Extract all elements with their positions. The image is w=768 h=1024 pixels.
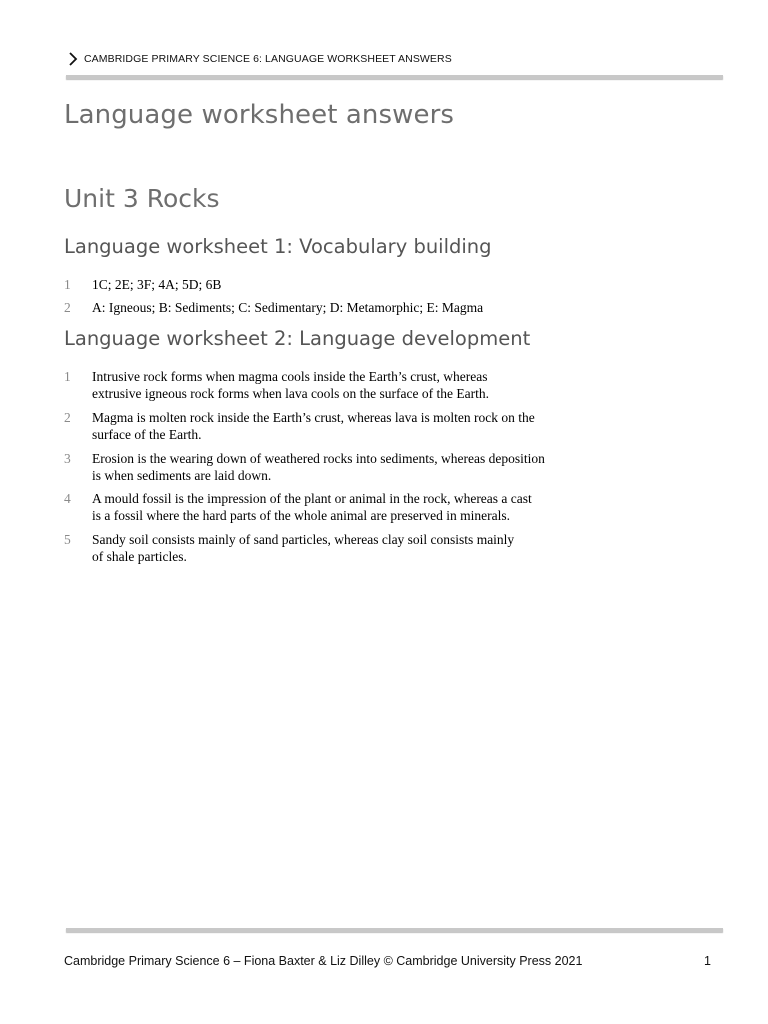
worksheet-1-heading: Language worksheet 1: Vocabulary building	[64, 235, 492, 258]
header-text: CAMBRIDGE PRIMARY SCIENCE 6: LANGUAGE WORKSHEET ANSWERS	[84, 53, 452, 65]
unit-heading: Unit 3 Rocks	[64, 184, 220, 213]
answer-text: Sandy soil consists mainly of sand particles, whereas clay soil consists mainly of shale particles.	[92, 532, 515, 564]
running-header	[66, 50, 726, 68]
answer-number: 1	[64, 369, 71, 384]
chevron-right-icon	[66, 51, 80, 67]
answer-number: 5	[64, 532, 71, 547]
footer-divider	[66, 928, 723, 932]
worksheet-2-heading: Language worksheet 2: Language development	[64, 327, 531, 350]
page-title: Language worksheet answers	[64, 100, 455, 130]
answer-number: 2	[64, 300, 71, 315]
answer-text: Erosion is the wearing down of weathered rocks into sediments, whereas deposition is when sediments are laid down.	[92, 451, 545, 483]
page-number: 1	[704, 954, 711, 968]
footer-credit: Cambridge Primary Science 6 – Fiona Baxter & Liz Dilley © Cambridge University Press 2021	[64, 954, 583, 968]
header-divider	[66, 75, 723, 79]
answer-text: Intrusive rock forms when magma cools inside the Earth’s crust, whereas extrusive igneous rock forms when lava cools on the surface of the Earth.	[92, 369, 489, 401]
answer-text: 1C; 2E; 3F; 4A; 5D; 6B	[92, 277, 222, 292]
answer-number: 1	[64, 277, 71, 292]
answer-number: 2	[64, 410, 71, 425]
answer-text: A mould fossil is the impression of the plant or animal in the rock, whereas a cast is a fossil where the hard parts of the whole animal are preserved in minerals.	[92, 491, 532, 523]
answer-text: A: Igneous; B: Sediments; C: Sedimentary; D: Metamorphic; E: Magma	[92, 300, 484, 315]
answer-number: 4	[64, 491, 71, 506]
answer-number: 3	[64, 451, 71, 466]
answer-text: Magma is molten rock inside the Earth’s crust, whereas lava is molten rock on the surface of the Earth.	[92, 410, 535, 442]
